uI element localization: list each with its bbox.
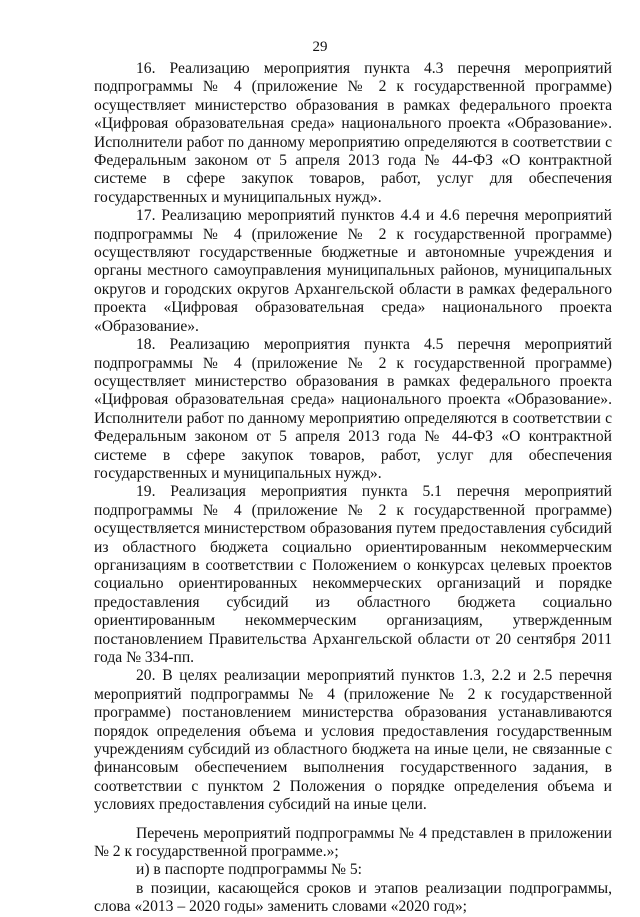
paragraph-18: 18. Реализацию мероприятия пункта 4.5 перечня мероприятий подпрограммы № 4 (приложение № 2 к государственной программе) осуществляет министерство образования в рамках федерального проекта «Цифровая образовательная среда» национального проекта «Образование». Исполнители работ по данному мероприятию определяются в соответствии с Федеральным законом от 5 апреля 2013 года № 44-ФЗ «О контрактной системе в сфере закупок товаров, работ, услуг для обеспечения государственных и муниципальных нужд». xyxy=(94,336,612,482)
document-body xyxy=(94,60,612,917)
paragraph-17: 17. Реализацию мероприятий пунктов 4.4 и 4.6 перечня мероприятий подпрограммы № 4 (приложение № 2 к государственной программе) осуществляют государственные бюджетные и автономные учреждения и органы местного самоуправления муниципальных районов, муниципальных округов и городских округов Архангельской области в рамках федерального проекта «Цифровая образовательная среда» национального проекта «Образование». xyxy=(94,207,612,335)
page-number: 29 xyxy=(312,39,328,55)
paragraph-20: 20. В целях реализации мероприятий пунктов 1.3, 2.2 и 2.5 перечня мероприятий подпрограммы № 4 (приложение № 2 к государственной программе) постановлением министерства образования устанавливаются порядок определения объема и условия предоставления государственным учреждениям субсидий из областного бюджета на иные цели, не связанные с финансовым обеспечением выполнения государственного задания, в соответствии с пунктом 2 Положения о порядке определения объема и условиях предоставления субсидий на иные цели. xyxy=(94,667,612,814)
paragraph-list-reference: Перечень мероприятий подпрограммы № 4 представлен в приложении № 2 к государственной программе.»; xyxy=(94,824,612,861)
paragraph-16: 16. Реализацию мероприятия пункта 4.3 перечня мероприятий подпрограммы № 4 (приложение № 2 к государственной программе) осуществляет министерство образования в рамках федерального проекта «Цифровая образовательная среда» национального проекта «Образование». Исполнители работ по данному мероприятию определяются в соответствии с Федеральным законом от 5 апреля 2013 года № 44-ФЗ «О контрактной системе в сфере закупок товаров, работ, услуг для обеспечения государственных и муниципальных нужд». xyxy=(94,60,612,206)
paragraph-item-i: и) в паспорте подпрограммы № 5: xyxy=(136,861,362,879)
paragraph-19: 19. Реализация мероприятия пункта 5.1 перечня мероприятий подпрограммы № 4 (приложение № 2 к государственной программе) осуществляется министерством образования путем предоставления субсидий из областного бюджета социально ориентированным некоммерческим организациям в соответствии с Положением о конкурсах целевых проектов социально ориентированных некоммерческих организаций и порядке предоставления субсидий из областного бюджета социально ориентированным некоммерческим организациям, утвержденным постановлением Правительства Архангельской области от 20 сентября 2011 года № 334-пп. xyxy=(94,483,612,666)
paragraph-terms-position: в позиции, касающейся сроков и этапов реализации подпрограммы, слова «2013 – 2020 годы» заменить словами «2020 год»; xyxy=(94,879,612,916)
